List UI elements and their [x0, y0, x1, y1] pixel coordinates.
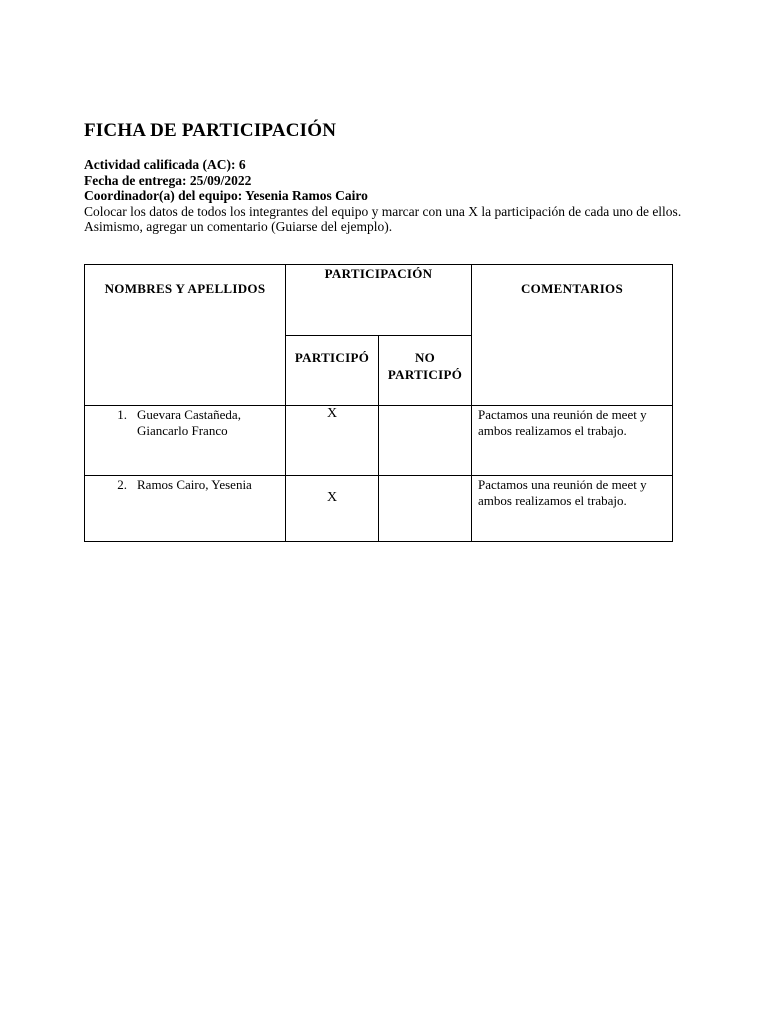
- member-number: 1.: [117, 407, 127, 422]
- not-participated-cell: [379, 406, 472, 476]
- participated-cell: [286, 406, 379, 476]
- not-participated-mark: [379, 476, 471, 490]
- table-row: [85, 476, 673, 542]
- participated-mark: X: [326, 490, 338, 505]
- table-header-row: [85, 265, 673, 336]
- header-names: [85, 265, 286, 406]
- comment-cell: [472, 476, 673, 542]
- header-not-participated-label: NO PARTICIPÓ: [387, 349, 463, 382]
- participation-table: [84, 264, 673, 542]
- comment-cell: [472, 406, 673, 476]
- header-names-label: NOMBRES Y APELLIDOS: [104, 281, 266, 296]
- member-name-cell: [85, 406, 286, 476]
- document-meta: [84, 157, 684, 235]
- header-participated-label: PARTICIPÓ: [294, 349, 370, 365]
- instructions-text: Colocar los datos de todos los integrantes del equipo y marcar con una X la participación de cada uno de ellos. Asimismo, agregar un comentario (Guiarse del ejemplo).: [84, 203, 682, 234]
- page-title: FICHA DE PARTICIPACIÓN: [84, 120, 337, 141]
- table-row: [85, 406, 673, 476]
- delivery-date-line: Fecha de entrega: 25/09/2022: [84, 172, 252, 188]
- header-participation: [286, 265, 472, 336]
- member-number: 2.: [117, 477, 127, 492]
- coordinator-line: Coordinador(a) del equipo: Yesenia Ramos Cairo: [84, 188, 368, 203]
- member-comment: Pactamos una reunión de meet y ambos realizamos el trabajo.: [478, 407, 647, 438]
- member-name-cell: [85, 476, 286, 542]
- header-comments: [472, 265, 673, 406]
- header-participation-label: PARTICIPACIÓN: [324, 266, 433, 281]
- member-name: Ramos Cairo, Yesenia: [137, 477, 252, 492]
- participated-cell: [286, 476, 379, 542]
- participated-mark: X: [326, 406, 338, 421]
- header-not-participated: [379, 335, 472, 406]
- member-name: Guevara Castañeda, Giancarlo Franco: [137, 407, 241, 438]
- header-comments-label: COMENTARIOS: [520, 281, 623, 296]
- activity-line: Actividad calificada (AC): 6: [84, 157, 246, 172]
- not-participated-cell: [379, 476, 472, 542]
- member-comment: Pactamos una reunión de meet y ambos realizamos el trabajo.: [478, 477, 647, 508]
- header-participated: [286, 335, 379, 406]
